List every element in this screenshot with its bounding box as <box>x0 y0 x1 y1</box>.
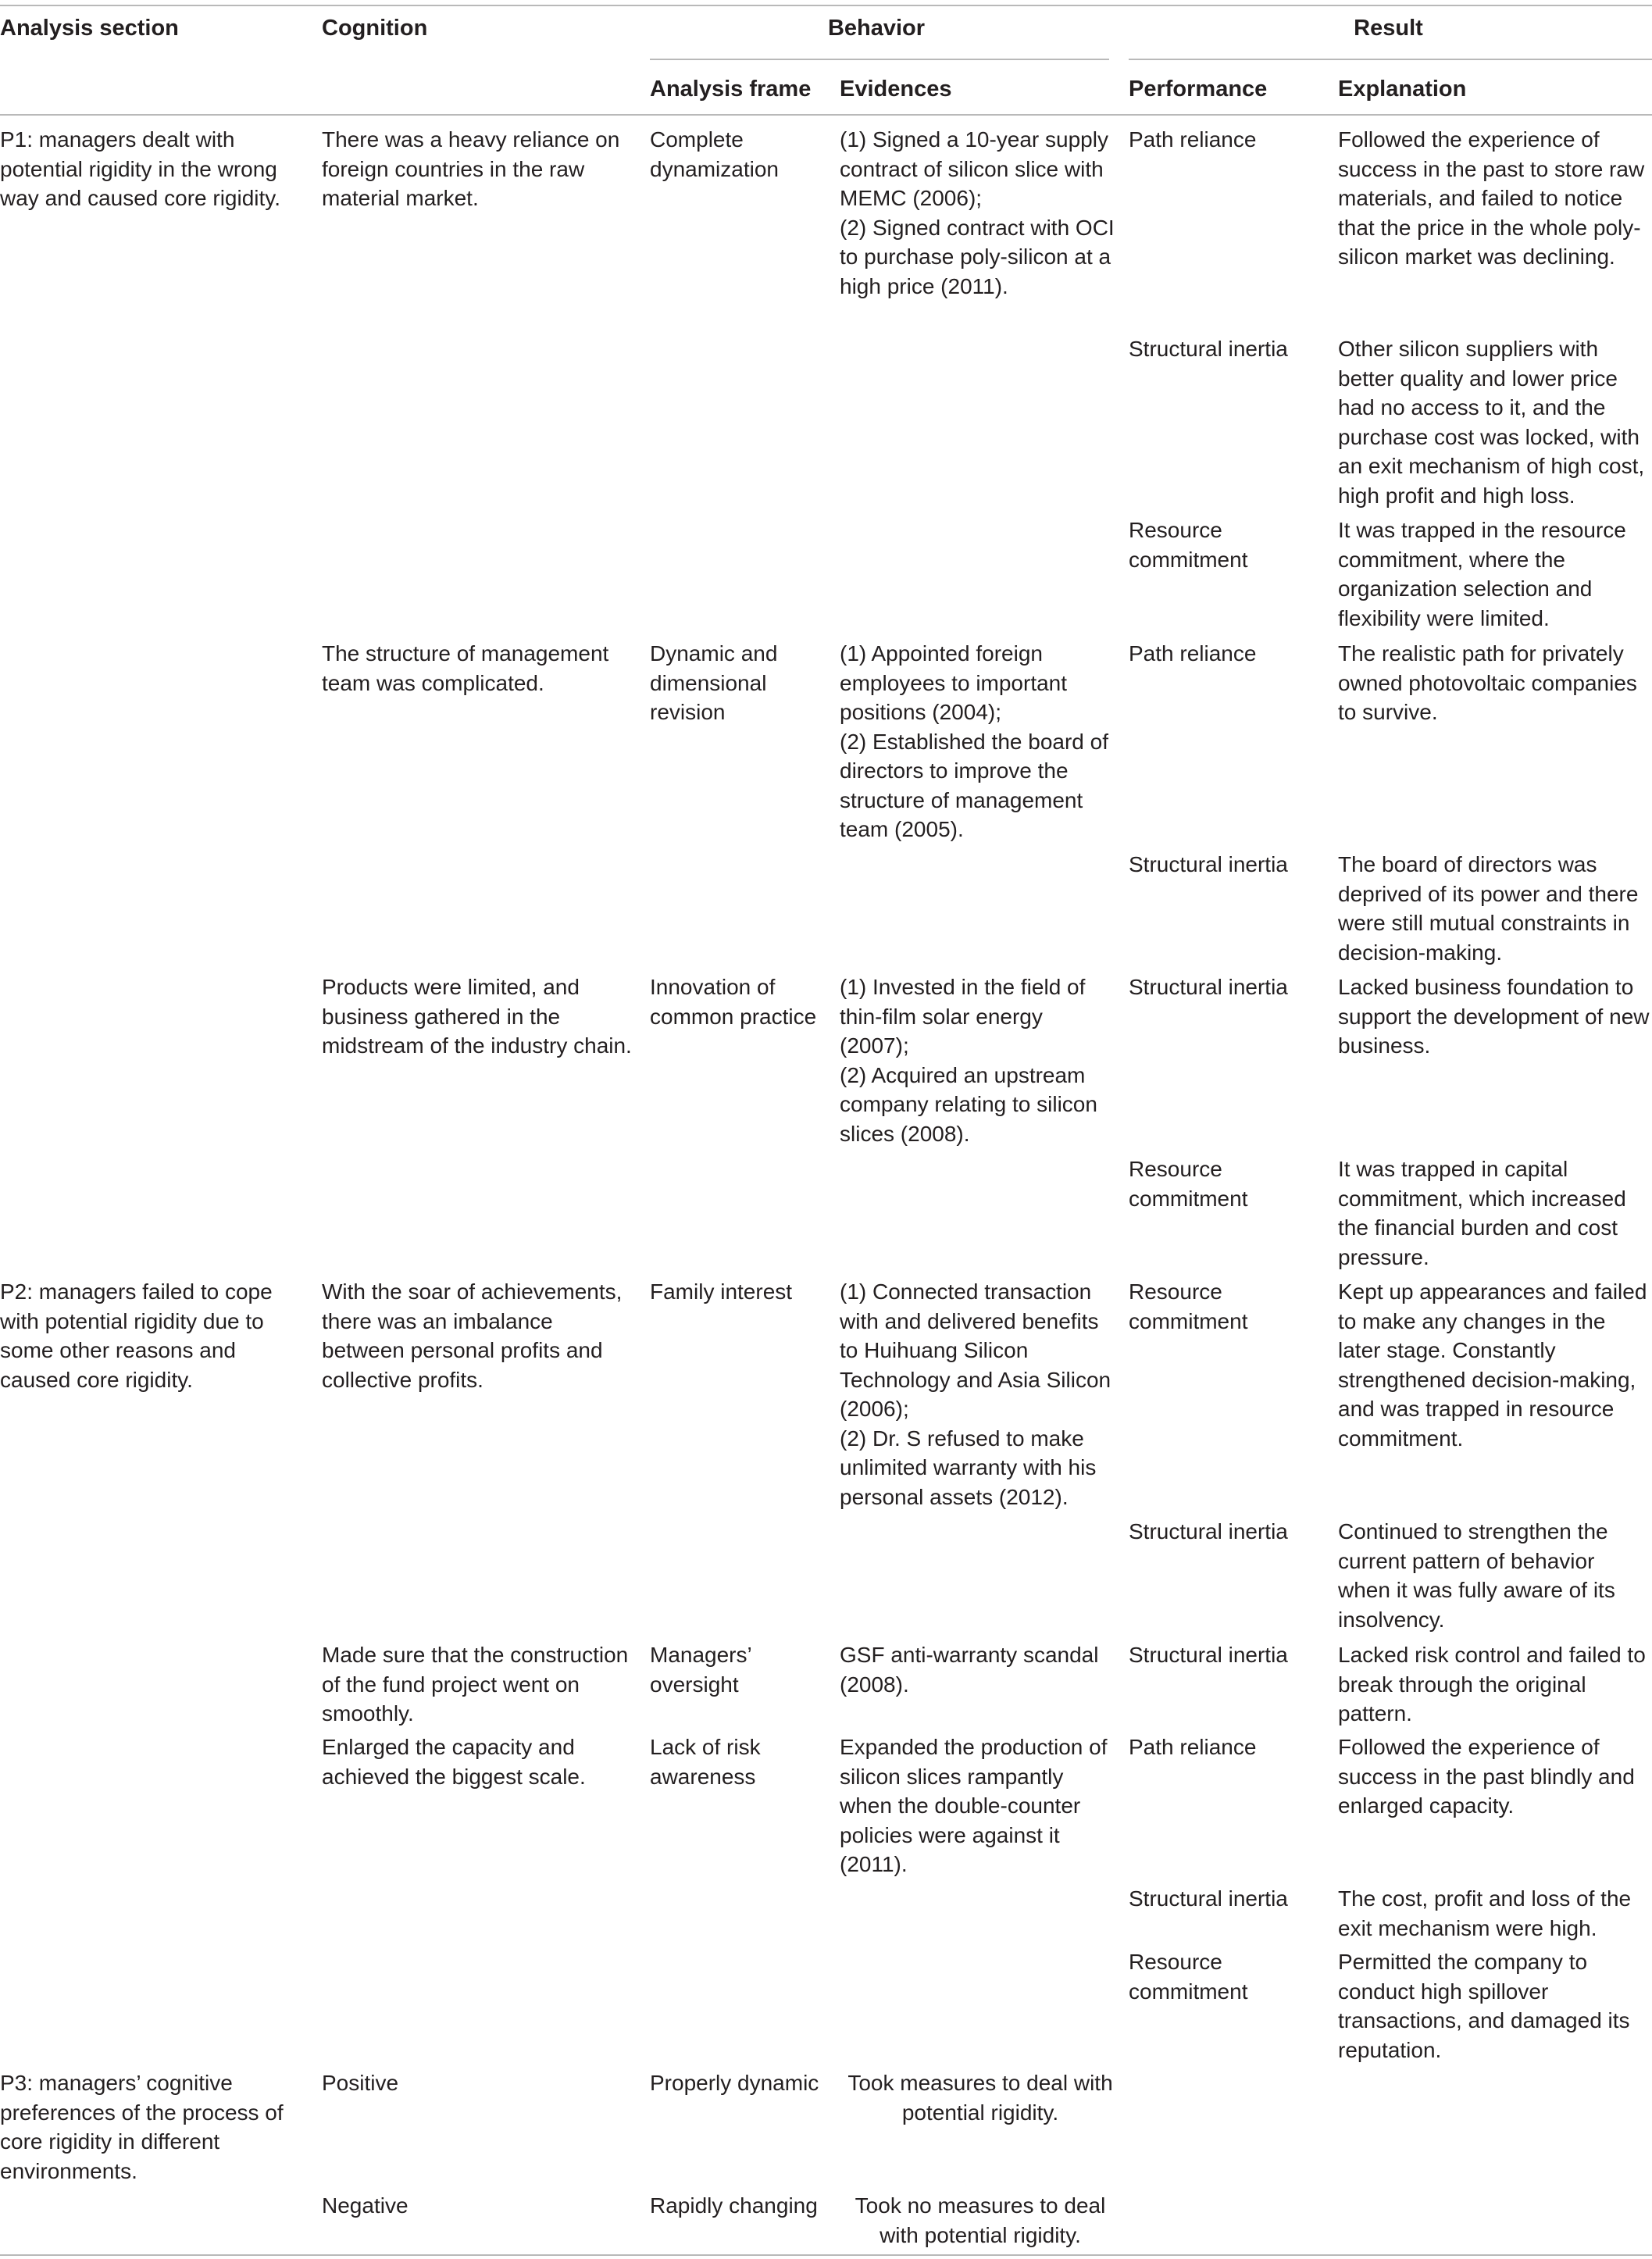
table-row-3-result-0-explanation: Kept up appearances and failed to make any changes in the later stage. Constantly strengthened decision-making, and was trapped in resource commitment. <box>1338 1279 1647 1451</box>
table-row-6-section: P3: managers’ cognitive preferences of the process of core rigidity in different environments. <box>0 2071 284 2183</box>
table-row-0-evidence-line-0: (1) Signed a 10-year supply contract of silicon slice with MEMC (2006); <box>840 127 1108 210</box>
header-explanation: Explanation <box>1338 77 1467 102</box>
table-row-4-cognition: Made sure that the construction of the fund project went on smoothly. <box>322 1643 629 1725</box>
header-behavior: Behavior <box>827 16 926 41</box>
header-analysis-section: Analysis section <box>0 16 179 41</box>
table-row-2-evidence-line-1: (2) Acquired an upstream company relating to silicon slices (2008). <box>840 1062 1097 1146</box>
table-row-0-section: P1: managers dealt with potential rigidity in the wrong way and caused core rigidity. <box>0 127 280 210</box>
table-row-0-result-0-explanation: Followed the experience of success in the past to store raw materials, and failed to notice that the price in the whole poly-silicon market was declining. <box>1338 127 1645 269</box>
table-row-5-result-1-explanation: The cost, profit and loss of the exit mechanism were high. <box>1338 1886 1632 1940</box>
table-row-2-evidence-line-0: (1) Invested in the field of thin-film solar energy (2007); <box>840 975 1086 1058</box>
table-row-4-evidence <box>840 1640 1117 1699</box>
table-row-1-frame: Dynamic and dimensional revision <box>650 641 778 724</box>
table-row-5-evidence-line-0: Expanded the production of silicon slices rampantly when the double-counter policies were against it (2011). <box>840 1735 1108 1876</box>
table-row-5-frame: Lack of risk awareness <box>650 1735 761 1789</box>
table-row-5-result-1-performance: Structural inertia <box>1129 1886 1288 1911</box>
behavior-group-rule <box>650 59 1109 60</box>
table-row-3-result-1-explanation: Continued to strengthen the current pattern of behavior when it was fully aware of its insolvency. <box>1338 1519 1615 1632</box>
table-row-5-cognition: Enlarged the capacity and achieved the biggest scale. <box>322 1735 586 1789</box>
table-row-1-result-0-performance: Path reliance <box>1129 641 1257 666</box>
table-row-3-section: P2: managers failed to cope with potential rigidity due to some other reasons and caused core rigidity. <box>0 1279 273 1392</box>
table-row-5-evidence <box>840 1733 1117 1879</box>
table-row-1-result-1-explanation: The board of directors was deprived of its power and there were still mutual constraints in decision-making. <box>1338 852 1639 965</box>
table-row-5-result-2-explanation: Permitted the company to conduct high spillover transactions, and damaged its reputation. <box>1338 1950 1630 2062</box>
table-row-2-result-0-performance: Structural inertia <box>1129 975 1288 999</box>
table-row-4-result-0-explanation: Lacked risk control and failed to break through the original pattern. <box>1338 1643 1646 1725</box>
table-row-7-evidence-line-0: Took no measures to deal with potential rigidity. <box>855 2193 1106 2247</box>
table-row-0-result-1-explanation: Other silicon suppliers with better quality and lower price had no access to it, and the purchase cost was locked, with an exit mechanism of high cost, high profit and high loss. <box>1338 337 1645 508</box>
table-row-0-frame: Complete dynamization <box>650 127 779 181</box>
table-row-2-result-1-explanation: It was trapped in capital commitment, which increased the financial burden and cost pressure. <box>1338 1157 1626 1269</box>
table-row-4-result-0-performance: Structural inertia <box>1129 1643 1288 1667</box>
table-row-6-evidence-line-0: Took measures to deal with potential rigidity. <box>847 2071 1113 2125</box>
table-row-1-cognition: The structure of management team was complicated. <box>322 641 609 695</box>
header-bottom-rule <box>0 114 1652 116</box>
header-performance: Performance <box>1129 77 1268 102</box>
table-row-3-evidence <box>840 1277 1121 1511</box>
table-row-0-result-2-explanation: It was trapped in the resource commitment, where the organization selection and flexibility were limited. <box>1338 518 1626 630</box>
table-row-0-evidence-line-1: (2) Signed contract with OCI to purchase poly-silicon at a high price (2011). <box>840 215 1115 298</box>
table-row-0-evidence <box>840 125 1117 301</box>
table-row-3-evidence-line-1: (2) Dr. S refused to make unlimited warranty with his personal assets (2012). <box>840 1426 1097 1509</box>
table-row-2-evidence <box>840 972 1117 1148</box>
table-row-6-cognition: Positive <box>322 2071 399 2095</box>
table-row-3-evidence-line-0: (1) Connected transaction with and delivered benefits to Huihuang Silicon Technology and Asia Silicon (2006); <box>840 1279 1111 1421</box>
table-row-7-evidence <box>840 2191 1121 2250</box>
table-row-1-result-0-explanation: The realistic path for privately owned photovoltaic companies to survive. <box>1338 641 1637 724</box>
table-row-1-result-1-performance: Structural inertia <box>1129 852 1288 876</box>
table-row-2-result-1-performance: Resource commitment <box>1129 1157 1248 1211</box>
table-row-3-result-1-performance: Structural inertia <box>1129 1519 1288 1543</box>
table-row-2-cognition: Products were limited, and business gathered in the midstream of the industry chain. <box>322 975 632 1058</box>
table-top-rule <box>0 5 1652 6</box>
header-cognition: Cognition <box>322 16 428 41</box>
table-row-1-evidence <box>840 639 1117 844</box>
table-row-5-result-0-explanation: Followed the experience of success in the past blindly and enlarged capacity. <box>1338 1735 1635 1818</box>
table-row-6-frame: Properly dynamic <box>650 2071 819 2095</box>
table-row-2-frame: Innovation of common practice <box>650 975 817 1029</box>
table-row-0-result-1-performance: Structural inertia <box>1129 337 1288 361</box>
result-group-rule <box>1129 59 1652 60</box>
table-row-0-cognition: There was a heavy reliance on foreign countries in the raw material market. <box>322 127 620 210</box>
table-row-6-evidence <box>840 2068 1121 2127</box>
header-result: Result <box>1354 16 1423 41</box>
table-bottom-rule <box>0 2254 1652 2256</box>
table-row-1-evidence-line-1: (2) Established the board of directors to improve the structure of management team (2005). <box>840 729 1108 841</box>
table-row-3-result-0-performance: Resource commitment <box>1129 1279 1248 1333</box>
table-row-0-result-2-performance: Resource commitment <box>1129 518 1248 572</box>
table-row-1-evidence-line-0: (1) Appointed foreign employees to important positions (2004); <box>840 641 1068 724</box>
header-evidences: Evidences <box>840 77 952 102</box>
table-row-5-result-2-performance: Resource commitment <box>1129 1950 1248 2004</box>
table-row-3-frame: Family interest <box>650 1279 793 1304</box>
header-analysis-frame: Analysis frame <box>650 77 812 102</box>
table-row-0-result-0-performance: Path reliance <box>1129 127 1257 152</box>
table-row-3-cognition: With the soar of achievements, there was an imbalance between personal profits and collective profits. <box>322 1279 623 1392</box>
table-row-4-evidence-line-0: GSF anti-warranty scandal (2008). <box>840 1643 1099 1697</box>
table-row-4-frame: Managers’ oversight <box>650 1643 751 1697</box>
table-row-2-result-0-explanation: Lacked business foundation to support the development of new business. <box>1338 975 1650 1058</box>
table-row-7-cognition: Negative <box>322 2193 409 2218</box>
table-row-5-result-0-performance: Path reliance <box>1129 1735 1257 1759</box>
table-row-7-frame: Rapidly changing <box>650 2193 818 2218</box>
